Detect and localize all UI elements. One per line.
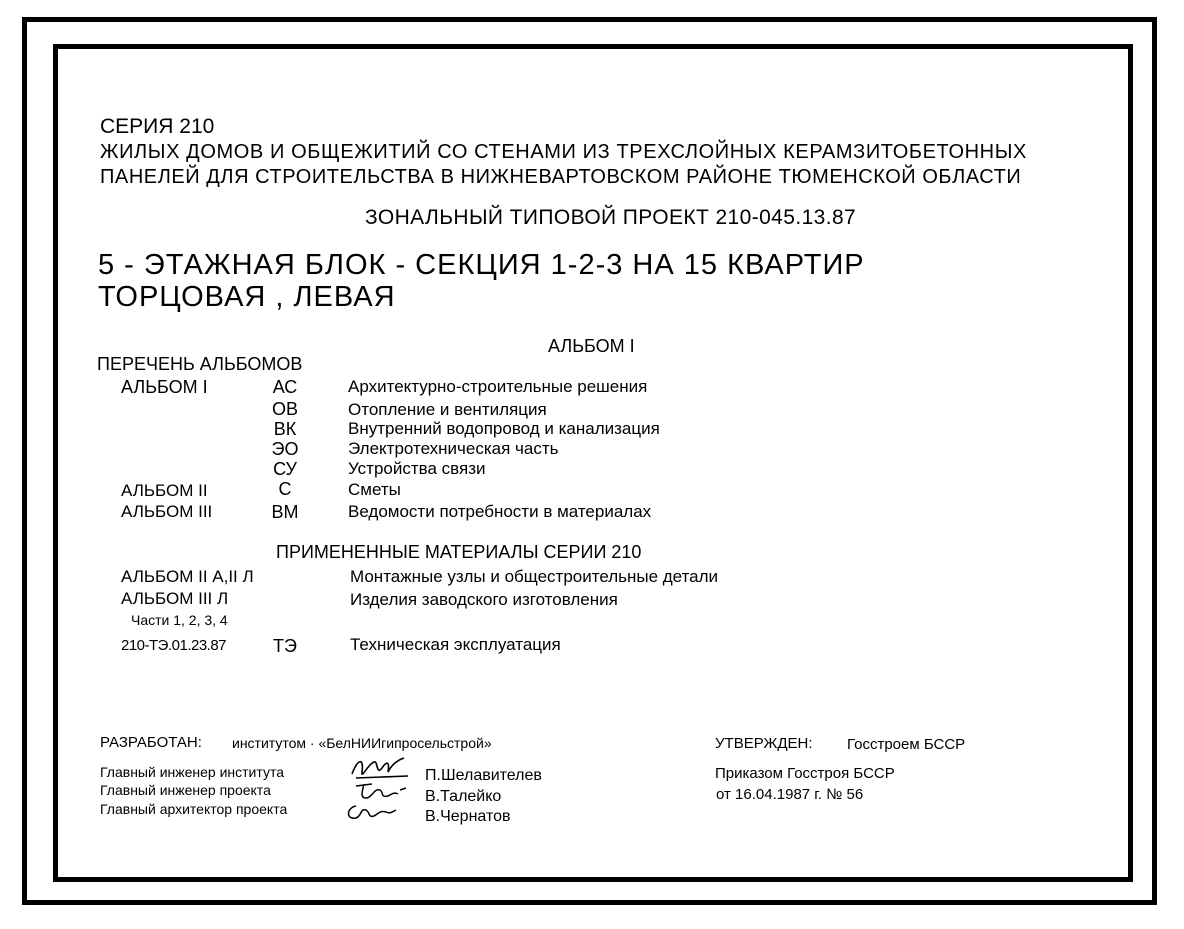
approval-order: Приказом Госстроя БССР: [715, 765, 895, 782]
series-description-line2: ПАНЕЛЕЙ ДЛЯ СТРОИТЕЛЬСТВА В НИЖНЕВАРТОВСКОМ РАЙОНЕ ТЮМЕНСКОЙ ОБЛАСТИ: [100, 166, 1022, 188]
materials-heading: ПРИМЕНЕННЫЕ МАТЕРИАЛЫ СЕРИИ 210: [276, 542, 642, 562]
material-description: Монтажные узлы и общестроительные детали: [350, 567, 719, 586]
album-description: Электротехническая часть: [348, 439, 559, 458]
material-parts: Части 1, 2, 3, 4: [131, 612, 228, 628]
material-album: АЛЬБОМ III Л: [121, 589, 229, 608]
approved-label: УТВЕРЖДЕН:: [715, 735, 813, 752]
album-code: С: [278, 479, 292, 499]
document-title-line1: 5 - ЭТАЖНАЯ БЛОК - СЕКЦИЯ 1-2-3 НА 15 КВАРТИР: [98, 249, 865, 281]
album-code: ВМ: [271, 502, 299, 522]
album-code: ЭО: [271, 439, 299, 459]
series-description-line1: ЖИЛЫХ ДОМОВ И ОБЩЕЖИТИЙ СО СТЕНАМИ ИЗ ТРЕХСЛОЙНЫХ КЕРАМЗИТОБЕТОННЫХ: [100, 141, 1027, 163]
name-chernatov: В.Чернатов: [425, 808, 511, 825]
developed-institute: институтом · «БелНИИгипросельстрой»: [232, 735, 492, 751]
album-description: Внутренний водопровод и канализация: [348, 419, 660, 438]
material-description: Техническая эксплуатация: [350, 635, 561, 654]
albums-heading: ПЕРЕЧЕНЬ АЛЬБОМОВ: [97, 354, 303, 374]
material-album: 210-ТЭ.01.23.87: [121, 637, 227, 654]
album-description: Ведомости потребности в материалах: [348, 502, 652, 521]
album-label: АЛЬБОМ III: [121, 502, 213, 521]
project-number: ЗОНАЛЬНЫЙ ТИПОВОЙ ПРОЕКТ 210-045.13.87: [365, 206, 857, 229]
material-description: Изделия заводского изготовления: [350, 590, 618, 609]
album-code: ОВ: [271, 399, 298, 419]
material-album: АЛЬБОМ II А,II Л: [121, 567, 254, 586]
document-title-line2: ТОРЦОВАЯ , ЛЕВАЯ: [98, 281, 396, 313]
album-description: Архитектурно-строительные решения: [348, 377, 648, 396]
developed-label: РАЗРАБОТАН:: [100, 734, 202, 751]
signature-chernatov: [342, 800, 400, 824]
role-chief-engineer-project: Главный инженер проекта: [100, 782, 271, 798]
album-code: СУ: [273, 459, 297, 479]
approved-by: Госстроем БССР: [847, 736, 966, 753]
album-label: АЛЬБОМ II: [121, 481, 208, 500]
album-description: Устройства связи: [348, 459, 486, 478]
series-title: СЕРИЯ 210: [100, 115, 215, 138]
album-number: АЛЬБОМ I: [548, 336, 635, 356]
album-label: АЛЬБОМ I: [121, 377, 208, 397]
material-code: ТЭ: [273, 636, 297, 656]
name-taleyko: В.Талейко: [425, 788, 502, 805]
name-shelavitelev: П.Шелавителев: [425, 767, 542, 784]
role-chief-architect-project: Главный архитектор проекта: [100, 801, 288, 817]
role-chief-engineer-institute: Главный инженер института: [100, 764, 284, 780]
album-code: ВК: [273, 419, 297, 439]
approval-date: от 16.04.1987 г. № 56: [716, 786, 864, 803]
album-description: Сметы: [348, 480, 401, 499]
album-description: Отопление и вентиляция: [348, 400, 547, 419]
album-code: АС: [272, 377, 298, 397]
